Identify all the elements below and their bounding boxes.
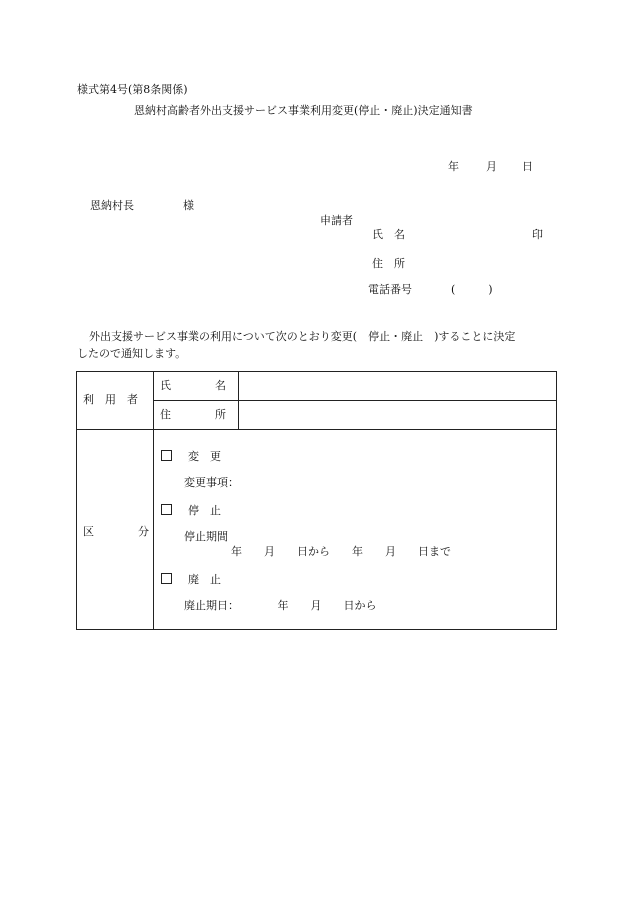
addressee-honorific: 様 [183, 199, 194, 212]
user-label: 利 用 者 [83, 393, 138, 406]
notice-table [76, 371, 557, 630]
user-name-label: 氏 名 [160, 379, 226, 392]
applicant-phone-label: 電話番号 [368, 283, 412, 296]
abolish-option [161, 573, 221, 585]
applicant-address-label: 住 所 [372, 257, 405, 270]
stop-checkbox[interactable] [161, 504, 172, 515]
document-title: 恩納村高齢者外出支援サービス事業利用変更(停止・廃止)決定通知書 [134, 104, 473, 117]
category-label: 区 分 [83, 525, 149, 538]
applicant-heading: 申請者 [320, 214, 353, 227]
abolish-checkbox[interactable] [161, 573, 172, 584]
change-items-label: 変更事項： [184, 476, 239, 489]
stop-period-label: 停止期間 [184, 530, 228, 543]
table-divider-horizontal-2 [77, 429, 556, 430]
table-divider-vertical-2 [238, 372, 239, 430]
stop-period-range: 年 月 日から 年 月 日まで [231, 545, 451, 558]
body-text-line1: 外出支援サービス事業の利用について次のとおり変更( 停止・廃止 )することに決定 [89, 330, 516, 343]
applicant-name-label: 氏 名 [372, 228, 405, 241]
form-number: 様式第4号(第8条関係) [77, 83, 188, 96]
date-month: 月 [486, 160, 497, 173]
change-checkbox[interactable] [161, 450, 172, 461]
table-divider-vertical-1 [153, 372, 154, 629]
abolish-date-label: 廃止期日： 年 月 日から [184, 599, 377, 612]
user-address-label: 住 所 [160, 408, 226, 421]
stop-option [161, 504, 221, 516]
addressee-name: 恩納村長 [90, 199, 134, 212]
change-option [161, 450, 221, 462]
date-day: 日 [522, 160, 533, 173]
table-divider-horizontal-1 [153, 400, 556, 401]
body-text-line2: したので通知します。 [77, 347, 187, 360]
stop-label: 停 止 [188, 504, 221, 517]
applicant-phone-parens: ( ) [451, 283, 493, 296]
change-label: 変 更 [188, 450, 221, 463]
applicant-seal: 印 [532, 228, 543, 241]
abolish-label: 廃 止 [188, 573, 221, 586]
date-year: 年 [448, 160, 459, 173]
